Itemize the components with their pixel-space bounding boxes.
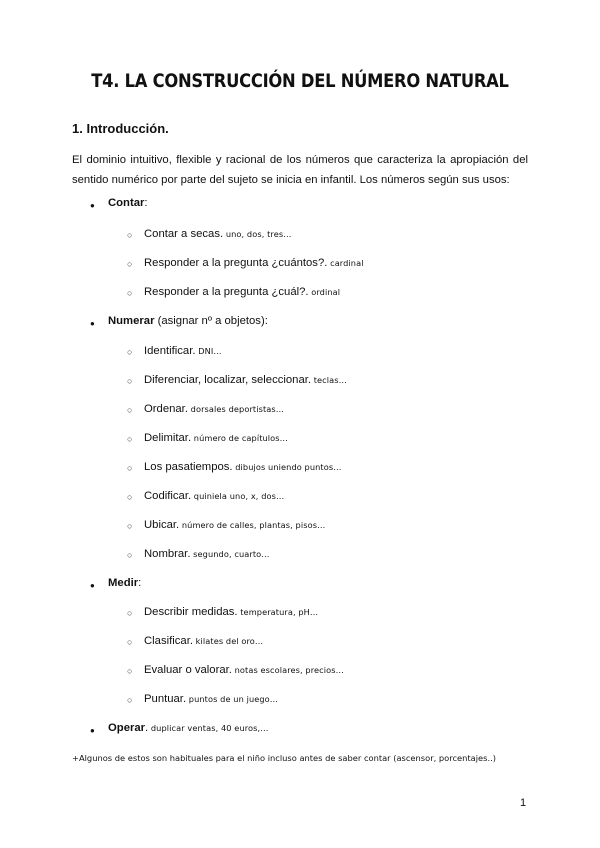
list-item <box>144 461 342 473</box>
page-title: T4. LA CONSTRUCCIÓN DEL NÚMERO NATURAL <box>91 70 509 92</box>
list-item <box>144 432 288 444</box>
list-item <box>144 664 344 676</box>
item-text: Responder a la pregunta ¿cuál?. <box>144 286 309 298</box>
intro-line-2: sentido numérico por parte del sujeto se inicia en infantil. Los números según sus usos: <box>72 174 510 186</box>
footnote: +Algunos de estos son habituales para el niño incluso antes de saber contar (ascensor, porcentajes..) <box>72 753 496 763</box>
list-item <box>144 257 364 269</box>
item-text: Delimitar. <box>144 432 192 444</box>
item-example: quiniela uno, x, dos… <box>191 491 285 501</box>
item-example: número de capítulos… <box>191 433 288 443</box>
list-item <box>144 490 284 502</box>
item-text: Nombrar. <box>144 548 191 560</box>
item-label: Medir <box>108 577 139 589</box>
bullet-icon: ● <box>90 726 95 735</box>
list-item <box>144 548 270 560</box>
section-heading: 1. Introducción. <box>72 121 169 136</box>
bullet-icon: ● <box>90 319 95 328</box>
sub-bullet-icon: ○ <box>127 434 133 444</box>
list-item-medir <box>108 577 141 589</box>
item-label: Contar <box>108 197 145 209</box>
item-text: Ubicar. <box>144 519 180 531</box>
item-text: Evaluar o valorar. <box>144 664 232 676</box>
list-item <box>144 635 263 647</box>
bullet-icon: ● <box>90 201 95 210</box>
sub-bullet-icon: ○ <box>127 463 133 473</box>
list-item <box>144 403 284 415</box>
sub-bullet-icon: ○ <box>127 259 133 269</box>
sub-bullet-icon: ○ <box>127 695 133 705</box>
intro-paragraph <box>72 150 528 190</box>
item-suffix: . <box>145 722 149 734</box>
list-item <box>144 693 278 705</box>
item-label: Numerar <box>108 315 155 327</box>
list-item <box>144 345 222 357</box>
item-example: ordinal <box>308 287 341 297</box>
sub-bullet-icon: ○ <box>127 347 133 357</box>
sub-bullet-icon: ○ <box>127 288 133 298</box>
sub-bullet-icon: ○ <box>127 376 133 386</box>
item-label: Operar <box>108 722 146 734</box>
item-example: notas escolares, precios… <box>231 665 344 675</box>
sub-bullet-icon: ○ <box>127 550 133 560</box>
sub-bullet-icon: ○ <box>127 492 133 502</box>
item-text: Responder a la pregunta ¿cuántos?. <box>144 257 328 269</box>
item-example: uno, dos, tres… <box>223 229 292 239</box>
item-example: duplicar ventas, 40 euros,… <box>148 723 269 733</box>
item-text: Contar a secas. <box>144 228 224 240</box>
sub-bullet-icon: ○ <box>127 666 133 676</box>
sub-bullet-icon: ○ <box>127 521 133 531</box>
intro-line-1: El dominio intuitivo, flexible y racional de los números que caracteriza la apropiación del <box>72 154 528 166</box>
sub-bullet-icon: ○ <box>127 608 133 618</box>
item-text: Identificar. <box>144 345 196 357</box>
item-text: Diferenciar, localizar, seleccionar. <box>144 374 312 386</box>
list-item <box>144 606 318 618</box>
list-item <box>144 228 291 240</box>
item-suffix: : <box>144 197 148 209</box>
item-text: Puntuar. <box>144 693 187 705</box>
item-example: DNI… <box>195 346 222 356</box>
list-item-numerar <box>108 315 268 327</box>
item-example: cardinal <box>327 258 364 268</box>
sub-bullet-icon: ○ <box>127 637 133 647</box>
item-example: número de calles, plantas, pisos… <box>179 520 326 530</box>
item-example: teclas… <box>311 375 347 385</box>
sub-bullet-icon: ○ <box>127 405 133 415</box>
list-item-contar <box>108 197 148 209</box>
list-item-operar <box>108 722 268 734</box>
page-number: 1 <box>520 797 527 809</box>
list-item <box>144 519 325 531</box>
item-text: Codificar. <box>144 490 192 502</box>
item-text: Describir medidas. <box>144 606 238 618</box>
item-text: Los pasatiempos. <box>144 461 233 473</box>
sub-bullet-icon: ○ <box>127 230 133 240</box>
item-text: Ordenar. <box>144 403 188 415</box>
list-item <box>144 286 340 298</box>
item-example: puntos de un juego… <box>186 694 279 704</box>
list-item <box>144 374 347 386</box>
item-example: temperatura, pH… <box>237 607 319 617</box>
item-suffix: : <box>138 577 142 589</box>
item-text: Clasificar. <box>144 635 193 647</box>
item-example: segundo, cuarto… <box>190 549 270 559</box>
item-example: dibujos uniendo puntos… <box>232 462 342 472</box>
item-example: kilates del oro… <box>192 636 264 646</box>
item-example: dorsales deportistas… <box>187 404 285 414</box>
bullet-icon: ● <box>90 581 95 590</box>
item-suffix: (asignar nº a objetos): <box>154 315 268 327</box>
